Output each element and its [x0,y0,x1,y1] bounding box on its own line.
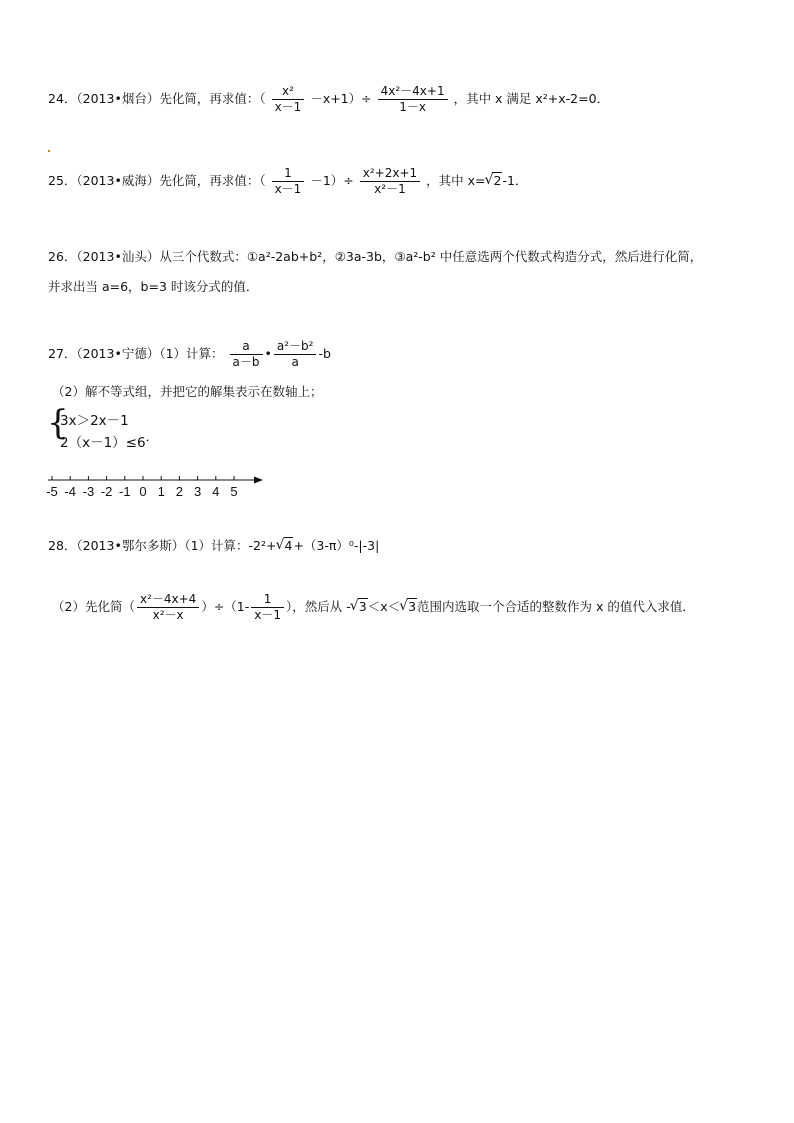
left-brace: { [47,403,69,443]
problem-25 [48,166,527,197]
problem-27-prefix: 27．（2013•宁德）（1）计算： [48,346,224,361]
problem-28-part-2 [52,592,695,623]
axis-tick-label: -2 [100,484,113,499]
axis-tick-label: 5 [230,484,238,499]
system-period: ． [145,429,159,444]
number-line-svg [48,470,268,500]
inequality-brace-group [47,403,146,454]
axis-tick-label: 3 [193,484,202,499]
less-than-x-less-than: ＜x＜ [367,599,401,614]
problem-24-mid: －x+1）÷ [310,91,372,106]
fraction: $\frac{\text{x²－4x+4}}{\text{x²－x}}$ [137,592,199,623]
problem-28-part-1 [48,540,379,553]
axis-tick-label: 2 [175,484,184,499]
stray-mark [48,150,50,152]
problem-28-part-2-prefix: （2）先化简（ [52,599,135,614]
axis-tick-label: -4 [64,484,76,499]
problem-28-part-1-suffix: +（3-π）⁰-|-3| [293,538,380,553]
problem-28-part-1-prefix: 28．（2013•鄂尔多斯）（1）计算：-2²+ [48,538,277,553]
problem-25-suffix-b: -1． [502,173,528,188]
axis-tick-label: 4 [212,484,220,499]
inequality-row: 2（x－1）≤6 [60,435,146,451]
fraction: $\frac{\text{x²}}{x-1}$ [272,84,305,115]
fraction: $\frac{1}{x-1}$ [272,166,305,197]
problem-27-part-1 [48,339,331,370]
problem-28-mid: ）÷（1- [201,599,250,614]
problem-24-suffix: ，其中 x 满足 x²+x-2=0． [453,91,610,106]
problem-27-part-2: （2）解不等式组，并把它的解集表示在数轴上； [52,384,323,399]
problem-27-suffix: -b [318,346,331,361]
problem-24 [48,84,609,115]
fraction: $\frac{1}{x-1}$ [251,592,284,623]
problem-26-line-1: 26．（2013•汕头）从三个代数式：①a²-2ab+b²，②3a-3b，③a²-b² 中任意选两个代数式构造分式，然后进行化简， [48,249,703,264]
sqrt-symbol: √ 3 [400,601,417,614]
axis-tick-label: -5 [46,484,58,499]
problem-25-prefix: 25．（2013•威海）先化简，再求值：（ [48,173,266,188]
problem-28-part-2-mid: ），然后从 - [286,599,351,614]
fraction: $\frac{a}{a-b}$ [230,339,263,370]
multiply-dot: • [264,346,272,361]
sqrt-symbol: √ 3 [351,601,368,614]
fraction: $\frac{\text{x²+2x+1}}{\text{x²－1}}$ [360,166,420,197]
problem-28-part-2-suffix: 范围内选取一个合适的整数作为 x 的值代入求值． [417,599,695,614]
fraction: $\frac{\text{a²－b²}}{a}$ [274,339,317,370]
problem-24-prefix: 24．（2013•烟台）先化简，再求值：（ [48,91,266,106]
problem-26-line-2: 并求出当 a=6，b=3 时该分式的值． [48,279,259,294]
problem-25-suffix-a: ，其中 x= [426,173,486,188]
problem-25-mid: －1）÷ [310,173,354,188]
inequality-row: 3x＞2x－1 [60,413,129,429]
axis-tick-label: 0 [139,484,147,499]
axis-tick-label: -3 [82,484,95,499]
inequality-system [47,403,159,454]
sqrt-symbol: √ 4 [277,540,294,553]
axis-tick-label: 1 [157,484,165,499]
fraction: $\frac{\text{4x²－4x+1}}{1-x}$ [378,84,448,115]
sqrt-symbol: √ 2 [485,175,502,188]
number-line [48,470,268,504]
axis-tick-label: -1 [119,484,131,499]
